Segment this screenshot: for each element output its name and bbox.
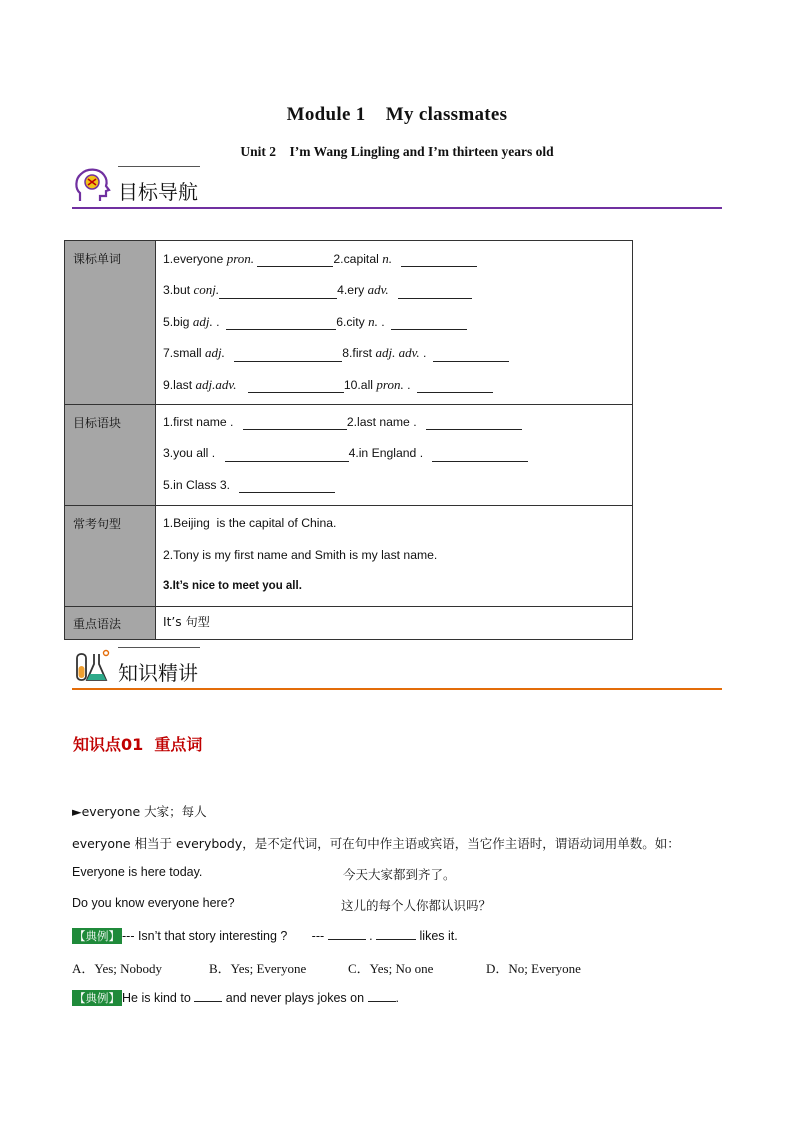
- phrase-text: 5.in Class 3.: [163, 477, 234, 492]
- question-text: .: [395, 991, 399, 1005]
- answer-blank: [368, 989, 396, 1002]
- answer-blank: [398, 280, 472, 299]
- vocab-line: [163, 243, 632, 274]
- answer-blank: [257, 248, 333, 267]
- section-title-knowledge: 知识精讲: [118, 661, 198, 685]
- vocab-word: 2.capital: [333, 252, 383, 266]
- header-accent-line: [118, 647, 200, 648]
- answer-blank: [243, 411, 347, 430]
- phrase-text: 2.last name .: [346, 414, 420, 429]
- section-header-knowledge: [72, 644, 722, 690]
- example-sentence-en: Everyone is here today.: [72, 865, 203, 879]
- question-text: He is kind to: [122, 991, 195, 1005]
- vocab-pos: n.: [368, 313, 378, 329]
- answer-blank: [391, 311, 467, 330]
- question-text: .: [365, 929, 377, 943]
- vocab-word: 5.big: [163, 314, 193, 329]
- vocab-line: [163, 337, 632, 368]
- phrase-text: 3.you all .: [163, 446, 219, 461]
- knowledge-point-title: 知识点01 重点词: [73, 735, 203, 754]
- question-text: and never plays jokes on: [222, 991, 368, 1005]
- phrase-line: [163, 470, 632, 501]
- phrases-cell: [156, 404, 633, 505]
- vocab-word: 10.all: [343, 377, 377, 392]
- answer-blank: [328, 927, 366, 940]
- answer-blank: [226, 311, 336, 330]
- example-sentence-en: Do you know everyone here?: [72, 896, 235, 910]
- vocab-word: 9.last: [163, 377, 196, 392]
- answer-blank: [219, 280, 337, 299]
- option-d: D．No; Everyone: [486, 961, 581, 976]
- header-accent-line: [118, 166, 200, 167]
- vocab-word: 8.first: [342, 346, 376, 361]
- vocab-pos: n.: [382, 251, 392, 266]
- option-b: B．Yes; Everyone: [209, 961, 307, 976]
- phrase-text: 4.in England .: [348, 446, 427, 461]
- vocab-pos: adj. adv.: [375, 345, 420, 361]
- sentences-cell: [156, 506, 633, 607]
- question-text: --- Isn’t that story interesting ?: [122, 929, 288, 943]
- sentence-line: 3.It’s nice to meet you all.: [163, 579, 302, 592]
- table-row-grammar: [65, 607, 633, 640]
- section-header-goals: [72, 163, 722, 209]
- example-tag: 【典例】: [74, 991, 120, 1005]
- vocab-word: 4.ery: [337, 283, 368, 298]
- answer-blank: [376, 927, 416, 940]
- example-question-1: [72, 927, 458, 944]
- option-c: C．Yes; No one: [348, 961, 434, 976]
- answer-blank: [194, 989, 222, 1002]
- answer-blank: [225, 443, 349, 462]
- answer-blank: [234, 343, 342, 362]
- vocab-word: 3.but: [163, 283, 194, 298]
- lab-flask-icon: [72, 646, 112, 686]
- answer-options: [72, 958, 581, 977]
- explanation-text: everyone 相当于 everybody，是不定代词，可在句中作主语或宾语，当它作主语时，谓语动词用单数。如：: [72, 836, 680, 851]
- brain-head-icon: [72, 165, 112, 205]
- sentence-line: 2.Tony is my first name and Smith is my last name.: [163, 547, 438, 562]
- phrase-line: [163, 407, 632, 438]
- question-text: likes it.: [416, 929, 458, 943]
- vocab-pos: conj.: [193, 282, 220, 298]
- section-title-goals: 目标导航: [118, 180, 198, 204]
- vocab-pos: pron.: [226, 251, 255, 266]
- answer-blank: [417, 374, 493, 393]
- grammar-value: It’s 句型: [163, 615, 210, 630]
- vocab-word: 1.everyone: [163, 252, 227, 266]
- sentence-line: 1.Beijing is the capital of China.: [163, 516, 337, 531]
- answer-blank: [401, 248, 477, 267]
- table-row-vocab: [65, 241, 633, 405]
- answer-blank: [239, 474, 335, 493]
- document-title: Module 1 My classmates: [286, 104, 508, 125]
- unit-subtitle: Unit 2 I’m Wang Lingling and I’m thirteen years old: [240, 144, 554, 159]
- answer-blank: [426, 411, 522, 430]
- vocab-sep: [225, 346, 228, 360]
- question-text: ---: [311, 929, 328, 943]
- example-question-2: [72, 989, 399, 1006]
- table-row-phrases: [65, 404, 633, 505]
- vocab-word: 6.city: [336, 314, 369, 329]
- example-tag: 【典例】: [74, 929, 120, 943]
- vocab-sep: .: [377, 314, 392, 329]
- vocab-sep: .: [403, 377, 418, 392]
- vocab-line: [163, 369, 632, 400]
- word-entry: ►everyone 大家；每人: [72, 804, 207, 819]
- vocab-sep: .: [419, 346, 434, 361]
- vocab-line: [163, 306, 632, 337]
- option-a: A．Yes; Nobody: [72, 961, 163, 976]
- vocab-line: [163, 274, 632, 305]
- vocab-cell: [156, 241, 633, 405]
- vocab-pos: adj.adv.: [195, 376, 237, 392]
- vocab-sep: [389, 283, 392, 297]
- example-sentence-cn: 这儿的每个人你都认识吗？: [341, 898, 492, 913]
- phrase-line: [163, 438, 632, 469]
- section-divider: [72, 688, 722, 690]
- category-cell: 目标语块: [65, 404, 156, 505]
- answer-blank: [433, 343, 509, 362]
- goals-table: [64, 240, 633, 640]
- category-cell: 重点语法: [65, 607, 156, 640]
- section-divider: [72, 207, 722, 209]
- vocab-pos: adv.: [367, 282, 389, 298]
- answer-blank: [248, 374, 344, 393]
- grammar-cell: [156, 607, 633, 640]
- category-cell: 常考句型: [65, 506, 156, 607]
- answer-blank: [432, 443, 528, 462]
- vocab-pos: adj.: [192, 313, 213, 329]
- table-row-sentences: [65, 506, 633, 607]
- vocab-pos: adj.: [205, 345, 225, 361]
- vocab-sep: .: [212, 314, 227, 329]
- vocab-word: 7.small: [163, 346, 205, 361]
- phrase-text: 1.first name .: [163, 414, 237, 429]
- category-cell: 课标单词: [65, 241, 156, 405]
- vocab-sep: [392, 252, 395, 266]
- vocab-sep: [236, 378, 239, 392]
- vocab-pos: pron.: [376, 376, 404, 392]
- example-sentence-cn: 今天大家都到齐了。: [343, 867, 456, 882]
